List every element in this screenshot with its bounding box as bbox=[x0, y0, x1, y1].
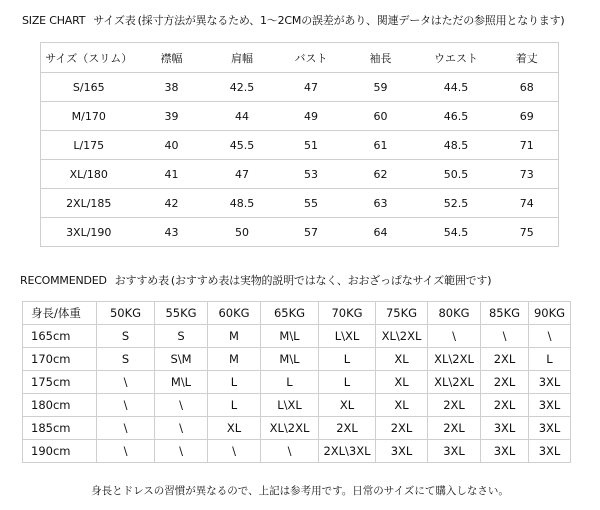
recommended-row-label: 165cm bbox=[23, 325, 97, 348]
size-chart-cell: 44 bbox=[207, 102, 278, 131]
recommended-cell: S bbox=[97, 325, 155, 348]
size-chart-cell: 49 bbox=[278, 102, 345, 131]
recommended-cell: L bbox=[208, 371, 261, 394]
size-chart-cell: 41 bbox=[137, 160, 207, 189]
size-chart-cell: 39 bbox=[137, 102, 207, 131]
table-row bbox=[23, 325, 571, 348]
size-chart-row-label: S/165 bbox=[41, 73, 137, 102]
size-chart-column-header: 襟幅 bbox=[137, 43, 207, 73]
size-chart-cell: 51 bbox=[278, 131, 345, 160]
size-chart-cell: 60 bbox=[345, 102, 417, 131]
recommended-title bbox=[20, 272, 491, 288]
size-chart-cell: 47 bbox=[207, 160, 278, 189]
footnote: 身長とドレスの習慣が異なるので、上記は参考用です。日常のサイズにて購入しなさい。 bbox=[91, 485, 509, 497]
recommended-cell: XL bbox=[208, 417, 261, 440]
size-chart-cell: 48.5 bbox=[207, 189, 278, 218]
recommended-cell: 3XL bbox=[529, 394, 571, 417]
recommended-cell: \ bbox=[481, 325, 529, 348]
table-row bbox=[41, 131, 559, 160]
size-chart-cell: 68 bbox=[496, 73, 559, 102]
recommended-cell: \ bbox=[97, 440, 155, 463]
recommended-cell: L\XL bbox=[261, 394, 319, 417]
size-chart-table bbox=[40, 42, 559, 247]
recommended-cell: XL\2XL bbox=[261, 417, 319, 440]
recommended-cell: XL\2XL bbox=[428, 371, 481, 394]
table-row bbox=[41, 189, 559, 218]
recommended-cell: M\L bbox=[261, 325, 319, 348]
recommended-column-header: 90KG bbox=[529, 302, 571, 325]
recommended-cell: 2XL bbox=[428, 417, 481, 440]
size-chart-cell: 63 bbox=[345, 189, 417, 218]
recommended-cell: L bbox=[319, 371, 376, 394]
recommended-cell: XL bbox=[376, 371, 428, 394]
recommended-note: (おすすめ表は実物的説明ではなく、おおざっぱなサイズ範囲です) bbox=[170, 274, 492, 287]
size-chart-column-header: 肩幅 bbox=[207, 43, 278, 73]
recommended-cell: L bbox=[319, 348, 376, 371]
recommended-cell: 3XL bbox=[428, 440, 481, 463]
size-chart-header-row bbox=[41, 43, 559, 73]
recommended-cell: \ bbox=[261, 440, 319, 463]
recommended-row-label: 185cm bbox=[23, 417, 97, 440]
recommended-cell: S\M bbox=[155, 348, 208, 371]
recommended-cell: M bbox=[208, 348, 261, 371]
size-chart-cell: 52.5 bbox=[417, 189, 496, 218]
recommended-cell: \ bbox=[97, 417, 155, 440]
recommended-cell: 2XL\3XL bbox=[319, 440, 376, 463]
recommended-heading: おすすめ表 bbox=[114, 274, 169, 287]
table-row bbox=[41, 218, 559, 247]
size-chart-row-label: L/175 bbox=[41, 131, 137, 160]
recommended-cell: 3XL bbox=[481, 440, 529, 463]
recommended-cell: 2XL bbox=[319, 417, 376, 440]
size-chart-cell: 50.5 bbox=[417, 160, 496, 189]
recommended-column-header: 55KG bbox=[155, 302, 208, 325]
size-chart-cell: 61 bbox=[345, 131, 417, 160]
size-chart-cell: 54.5 bbox=[417, 218, 496, 247]
recommended-cell: \ bbox=[428, 325, 481, 348]
recommended-column-header: 65KG bbox=[261, 302, 319, 325]
size-chart-column-header: 着丈 bbox=[496, 43, 559, 73]
recommended-cell: \ bbox=[208, 440, 261, 463]
recommended-cell: 2XL bbox=[481, 348, 529, 371]
table-row bbox=[23, 348, 571, 371]
size-chart-cell: 47 bbox=[278, 73, 345, 102]
size-chart-cell: 44.5 bbox=[417, 73, 496, 102]
size-chart-cell: 75 bbox=[496, 218, 559, 247]
recommended-row-label: 175cm bbox=[23, 371, 97, 394]
size-chart-cell: 45.5 bbox=[207, 131, 278, 160]
recommended-cell: 2XL bbox=[428, 394, 481, 417]
size-chart-cell: 59 bbox=[345, 73, 417, 102]
recommended-cell: L bbox=[208, 394, 261, 417]
size-chart-column-header: バスト bbox=[278, 43, 345, 73]
recommended-cell: L bbox=[261, 371, 319, 394]
recommended-cell: 3XL bbox=[481, 417, 529, 440]
recommended-cell: 3XL bbox=[529, 440, 571, 463]
size-chart-cell: 46.5 bbox=[417, 102, 496, 131]
recommended-cell: 2XL bbox=[481, 394, 529, 417]
recommended-cell: 2XL bbox=[376, 417, 428, 440]
recommended-cell: \ bbox=[97, 394, 155, 417]
size-chart-cell: 40 bbox=[137, 131, 207, 160]
recommended-row-label: 170cm bbox=[23, 348, 97, 371]
size-chart-tag: SIZE CHART bbox=[22, 14, 86, 27]
size-chart-row-label: 3XL/190 bbox=[41, 218, 137, 247]
size-chart-title bbox=[22, 12, 565, 28]
size-chart-cell: 62 bbox=[345, 160, 417, 189]
recommended-tag: RECOMMENDED bbox=[20, 274, 107, 287]
size-chart-cell: 55 bbox=[278, 189, 345, 218]
table-row bbox=[41, 160, 559, 189]
recommended-cell: 3XL bbox=[529, 417, 571, 440]
recommended-cell: M\L bbox=[261, 348, 319, 371]
recommended-cell: \ bbox=[529, 325, 571, 348]
recommended-cell: 2XL bbox=[481, 371, 529, 394]
recommended-cell: L bbox=[529, 348, 571, 371]
recommended-cell: XL\2XL bbox=[376, 325, 428, 348]
recommended-column-header: 身長/体重 bbox=[23, 302, 97, 325]
size-chart-cell: 48.5 bbox=[417, 131, 496, 160]
size-chart-cell: 73 bbox=[496, 160, 559, 189]
recommended-cell: M\L bbox=[155, 371, 208, 394]
recommended-column-header: 85KG bbox=[481, 302, 529, 325]
recommended-column-header: 75KG bbox=[376, 302, 428, 325]
recommended-cell: S bbox=[97, 348, 155, 371]
recommended-table bbox=[22, 301, 571, 463]
recommended-cell: L\XL bbox=[319, 325, 376, 348]
size-chart-cell: 50 bbox=[207, 218, 278, 247]
size-chart-cell: 43 bbox=[137, 218, 207, 247]
size-chart-note: (採寸方法が異なるため、1〜2CMの誤差があり、関連データはただの参照用となります) bbox=[137, 14, 565, 27]
size-chart-column-header: サイズ（スリム） bbox=[41, 43, 137, 73]
recommended-row-label: 180cm bbox=[23, 394, 97, 417]
size-chart-cell: 71 bbox=[496, 131, 559, 160]
recommended-column-header: 60KG bbox=[208, 302, 261, 325]
table-row bbox=[23, 417, 571, 440]
recommended-cell: \ bbox=[97, 371, 155, 394]
recommended-cell: XL\2XL bbox=[428, 348, 481, 371]
size-chart-column-header: 袖長 bbox=[345, 43, 417, 73]
size-chart-heading: サイズ表 bbox=[93, 14, 136, 27]
table-row bbox=[41, 102, 559, 131]
recommended-cell: \ bbox=[155, 394, 208, 417]
recommended-cell: M bbox=[208, 325, 261, 348]
size-chart-column-header: ウエスト bbox=[417, 43, 496, 73]
size-chart-row-label: XL/180 bbox=[41, 160, 137, 189]
size-chart-row-label: 2XL/185 bbox=[41, 189, 137, 218]
recommended-cell: 3XL bbox=[529, 371, 571, 394]
table-row bbox=[41, 73, 559, 102]
table-row bbox=[23, 371, 571, 394]
size-chart-cell: 74 bbox=[496, 189, 559, 218]
recommended-cell: S bbox=[155, 325, 208, 348]
size-chart-cell: 64 bbox=[345, 218, 417, 247]
recommended-column-header: 70KG bbox=[319, 302, 376, 325]
size-chart-cell: 38 bbox=[137, 73, 207, 102]
recommended-cell: XL bbox=[319, 394, 376, 417]
recommended-row-label: 190cm bbox=[23, 440, 97, 463]
recommended-cell: 3XL bbox=[376, 440, 428, 463]
recommended-cell: XL bbox=[376, 394, 428, 417]
size-chart-cell: 57 bbox=[278, 218, 345, 247]
table-row bbox=[23, 440, 571, 463]
recommended-cell: \ bbox=[155, 440, 208, 463]
recommended-column-header: 80KG bbox=[428, 302, 481, 325]
size-chart-cell: 42.5 bbox=[207, 73, 278, 102]
size-chart-cell: 42 bbox=[137, 189, 207, 218]
recommended-cell: \ bbox=[155, 417, 208, 440]
size-chart-cell: 53 bbox=[278, 160, 345, 189]
recommended-column-header: 50KG bbox=[97, 302, 155, 325]
recommended-cell: XL bbox=[376, 348, 428, 371]
size-chart-cell: 69 bbox=[496, 102, 559, 131]
recommended-header-row bbox=[23, 302, 571, 325]
size-chart-row-label: M/170 bbox=[41, 102, 137, 131]
table-row bbox=[23, 394, 571, 417]
